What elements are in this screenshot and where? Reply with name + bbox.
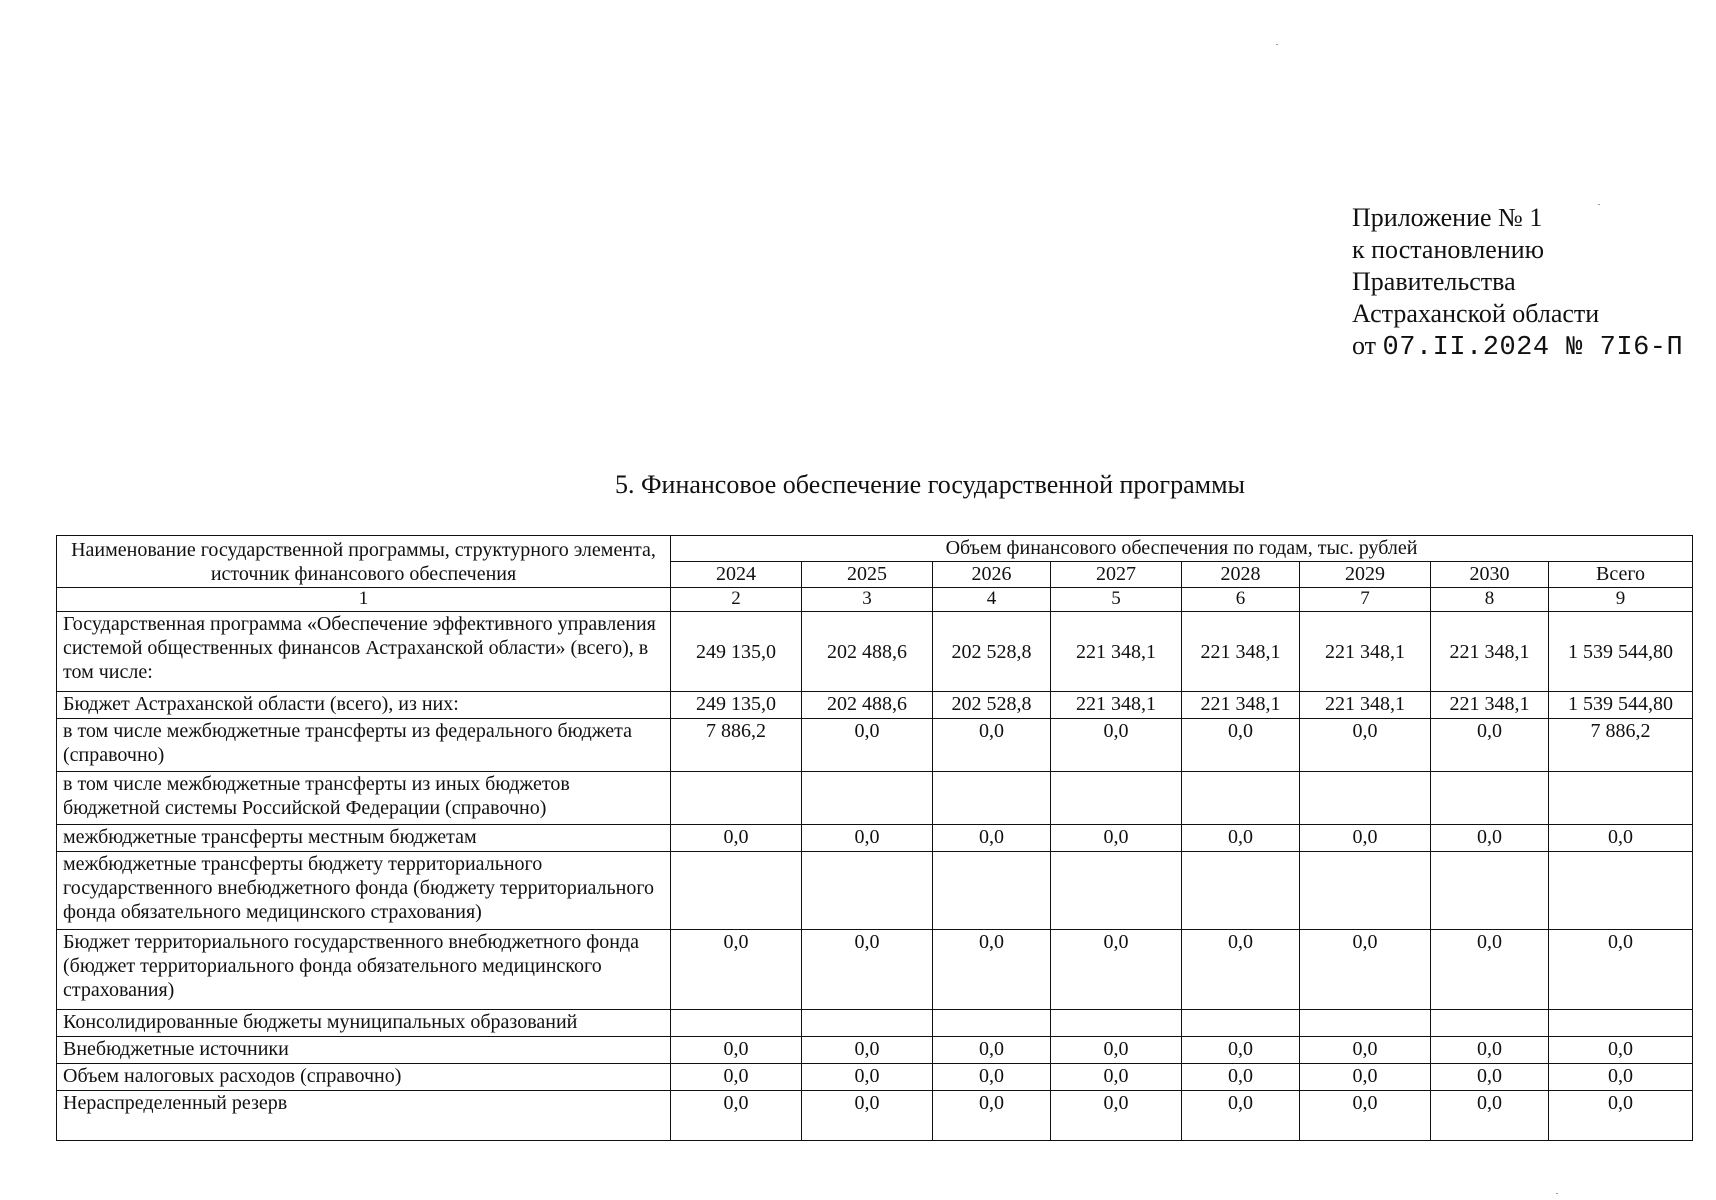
value-cell: 221 348,1: [1182, 692, 1300, 719]
header-row-1: [57, 536, 1693, 562]
value-cell: 249 135,0: [671, 692, 802, 719]
value-cell: 221 348,1: [1051, 612, 1182, 692]
value-cell: [1431, 852, 1549, 930]
value-cell: 0,0: [933, 719, 1051, 772]
value-cell: [1431, 772, 1549, 825]
value-cell: 0,0: [1300, 1091, 1431, 1141]
year-header: 2030: [1431, 562, 1549, 588]
value-cell: 0,0: [802, 719, 933, 772]
year-header: 2024: [671, 562, 802, 588]
table-row: [57, 719, 1693, 772]
value-cell: 0,0: [1549, 930, 1693, 1010]
value-cell: [671, 772, 802, 825]
value-cell: 0,0: [1182, 825, 1300, 852]
appendix-line-2: к постановлению: [1352, 235, 1545, 264]
value-cell: 0,0: [1182, 719, 1300, 772]
value-cell: 0,0: [1182, 930, 1300, 1010]
value-cell: 0,0: [1051, 930, 1182, 1010]
table-row: [57, 1010, 1693, 1037]
value-cell: 202 528,8: [933, 692, 1051, 719]
column-index: 2: [671, 588, 802, 612]
value-cell: 0,0: [1300, 719, 1431, 772]
value-cell: 0,0: [1182, 1037, 1300, 1064]
column-index: 1: [57, 588, 671, 612]
value-cell: [671, 852, 802, 930]
value-cell: 221 348,1: [1300, 612, 1431, 692]
value-cell: 0,0: [671, 930, 802, 1010]
table-row: [57, 930, 1693, 1010]
row-name-cell: межбюджетные трансферты бюджету территориального государственного внебюджетного фонда (бюджету территориального фонда обязательного медицинского страхования): [57, 852, 671, 930]
appendix-line-4: Астраханской области: [1352, 299, 1600, 328]
value-cell: 0,0: [933, 1064, 1051, 1091]
appendix-title: Приложение № 1: [1352, 203, 1543, 232]
value-cell: 0,0: [1549, 1037, 1693, 1064]
value-cell: [1549, 852, 1693, 930]
row-name-cell: Объем налоговых расходов (справочно): [57, 1064, 671, 1091]
table-row: [57, 852, 1693, 930]
value-cell: [1182, 1010, 1300, 1037]
value-cell: 0,0: [1051, 1037, 1182, 1064]
value-cell: 0,0: [1549, 1091, 1693, 1141]
table-row: [57, 825, 1693, 852]
year-header: 2027: [1051, 562, 1182, 588]
value-cell: 0,0: [671, 1064, 802, 1091]
value-cell: 0,0: [933, 1091, 1051, 1141]
column-index: 8: [1431, 588, 1549, 612]
value-cell: 0,0: [1431, 719, 1549, 772]
appendix-date-number: 07.II.2024 № 7I6-П: [1382, 333, 1684, 363]
value-cell: 221 348,1: [1300, 692, 1431, 719]
value-cell: 0,0: [1431, 1091, 1549, 1141]
value-cell: 0,0: [802, 1091, 933, 1141]
value-cell: [1549, 772, 1693, 825]
value-cell: [802, 1010, 933, 1037]
column-index: 6: [1182, 588, 1300, 612]
value-cell: [1300, 1010, 1431, 1037]
value-cell: 0,0: [671, 825, 802, 852]
row-name-cell: Внебюджетные источники: [57, 1037, 671, 1064]
row-name-cell: в том числе межбюджетные трансферты из иных бюджетов бюджетной системы Российской Федерации (справочно): [57, 772, 671, 825]
appendix-date-line: [1352, 330, 1683, 364]
value-cell: 0,0: [1051, 1091, 1182, 1141]
value-cell: 202 488,6: [802, 692, 933, 719]
value-cell: 202 488,6: [802, 612, 933, 692]
row-name-cell: Нераспределенный резерв: [57, 1091, 671, 1141]
value-cell: [1182, 852, 1300, 930]
appendix-line-3: Правительства: [1352, 267, 1516, 296]
value-cell: 0,0: [802, 930, 933, 1010]
appendix-block: [1352, 202, 1683, 364]
value-cell: [1182, 772, 1300, 825]
value-cell: 221 348,1: [1182, 612, 1300, 692]
value-cell: 0,0: [1051, 825, 1182, 852]
value-cell: 0,0: [1300, 1064, 1431, 1091]
value-cell: [802, 772, 933, 825]
year-header: 2028: [1182, 562, 1300, 588]
value-cell: 0,0: [802, 1037, 933, 1064]
value-cell: 221 348,1: [1431, 692, 1549, 719]
value-cell: [1300, 852, 1431, 930]
row-name-cell: Бюджет Астраханской области (всего), из них:: [57, 692, 671, 719]
value-cell: [1549, 1010, 1693, 1037]
row-name-cell: Государственная программа «Обеспечение эффективного управления системой общественных финансов Астраханской области» (всего), в том числе:: [57, 612, 671, 692]
column-index: 9: [1549, 588, 1693, 612]
year-header: 2026: [933, 562, 1051, 588]
column-index: 7: [1300, 588, 1431, 612]
value-cell: 0,0: [1549, 1064, 1693, 1091]
value-cell: 0,0: [1182, 1064, 1300, 1091]
column-index: 5: [1051, 588, 1182, 612]
volume-header: Объем финансового обеспечения по годам, тыс. рублей: [671, 536, 1693, 562]
scan-speck: [1276, 44, 1278, 45]
value-cell: 0,0: [1549, 825, 1693, 852]
value-cell: 0,0: [1300, 825, 1431, 852]
value-cell: 0,0: [671, 1091, 802, 1141]
value-cell: [1051, 772, 1182, 825]
value-cell: [1051, 852, 1182, 930]
value-cell: [802, 852, 933, 930]
year-header: 2025: [802, 562, 933, 588]
column-index: 4: [933, 588, 1051, 612]
year-header: 2029: [1300, 562, 1431, 588]
value-cell: 0,0: [1431, 1064, 1549, 1091]
value-cell: 0,0: [1431, 825, 1549, 852]
section-title: 5. Финансовое обеспечение государственной программы: [614, 470, 1246, 499]
value-cell: 7 886,2: [1549, 719, 1693, 772]
table-row: [57, 772, 1693, 825]
row-name-cell: Консолидированные бюджеты муниципальных образований: [57, 1010, 671, 1037]
value-cell: [933, 852, 1051, 930]
value-cell: 0,0: [1182, 1091, 1300, 1141]
value-cell: 0,0: [1431, 1037, 1549, 1064]
value-cell: [933, 1010, 1051, 1037]
value-cell: 0,0: [1051, 1064, 1182, 1091]
value-cell: [933, 772, 1051, 825]
value-cell: 221 348,1: [1051, 692, 1182, 719]
value-cell: 0,0: [1051, 719, 1182, 772]
column-index-row: [57, 588, 1693, 612]
name-column-header: Наименование государственной программы, структурного элемента, источник финансового обеспечения: [57, 536, 671, 588]
financing-table: [56, 535, 1693, 1141]
value-cell: 1 539 544,80: [1549, 692, 1693, 719]
value-cell: 1 539 544,80: [1549, 612, 1693, 692]
value-cell: 0,0: [933, 930, 1051, 1010]
value-cell: 0,0: [933, 825, 1051, 852]
row-name-cell: Бюджет территориального государственного внебюджетного фонда (бюджет территориального фонда обязательного медицинского страхования): [57, 930, 671, 1010]
value-cell: [671, 1010, 802, 1037]
year-header: Всего: [1549, 562, 1693, 588]
value-cell: 221 348,1: [1431, 612, 1549, 692]
table-row: [57, 1037, 1693, 1064]
row-name-cell: в том числе межбюджетные трансферты из федерального бюджета (справочно): [57, 719, 671, 772]
value-cell: 7 886,2: [671, 719, 802, 772]
table-row: [57, 1064, 1693, 1091]
value-cell: 0,0: [933, 1037, 1051, 1064]
column-index: 3: [802, 588, 933, 612]
value-cell: [1300, 772, 1431, 825]
value-cell: 249 135,0: [671, 612, 802, 692]
scan-speck: [1598, 204, 1600, 205]
value-cell: 0,0: [671, 1037, 802, 1064]
table-row: [57, 612, 1693, 692]
value-cell: 0,0: [802, 1064, 933, 1091]
table-row: [57, 692, 1693, 719]
appendix-date-prefix: от: [1352, 331, 1377, 360]
value-cell: 202 528,8: [933, 612, 1051, 692]
scan-speck: [1556, 1193, 1558, 1194]
value-cell: 0,0: [1431, 930, 1549, 1010]
value-cell: 0,0: [802, 825, 933, 852]
table-row: [57, 1091, 1693, 1141]
value-cell: 0,0: [1300, 1037, 1431, 1064]
value-cell: [1431, 1010, 1549, 1037]
row-name-cell: межбюджетные трансферты местным бюджетам: [57, 825, 671, 852]
value-cell: [1051, 1010, 1182, 1037]
value-cell: 0,0: [1300, 930, 1431, 1010]
